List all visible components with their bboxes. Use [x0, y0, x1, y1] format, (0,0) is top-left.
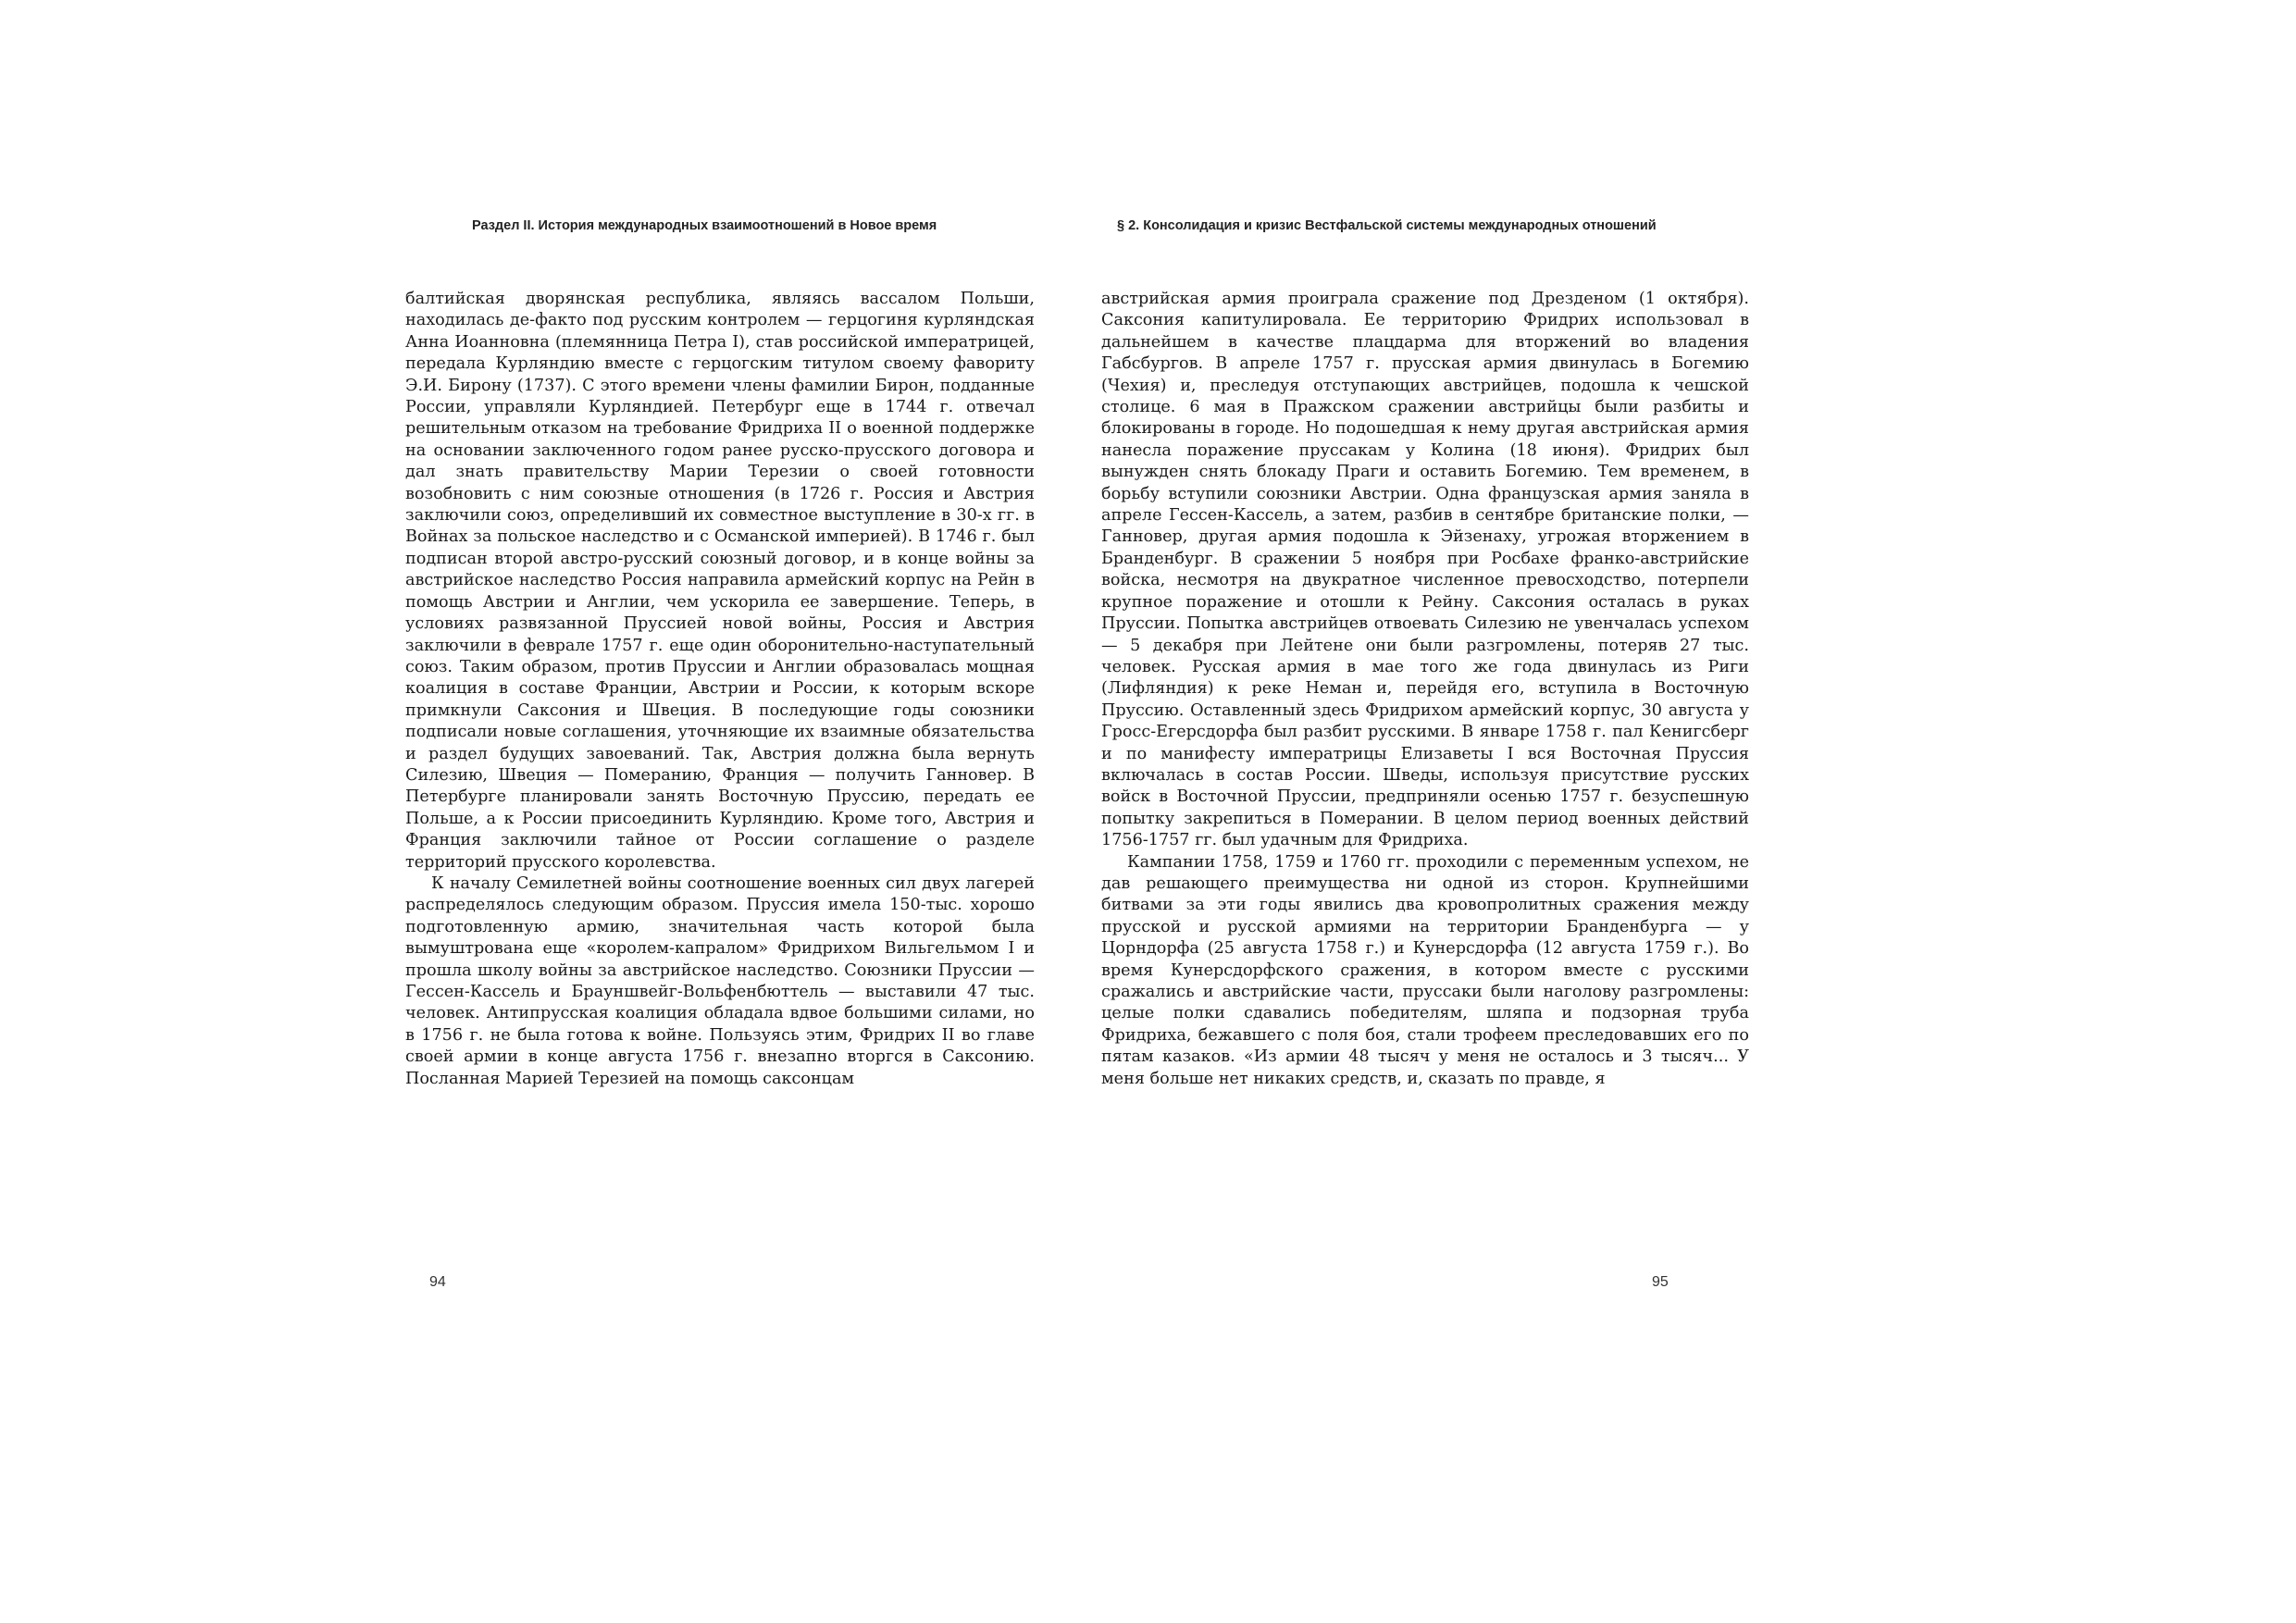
paragraph: балтийская дворянская республика, являясь вассалом Польши, находилась де-факто под русским контролем — герцогиня курляндская Анна Иоанновна (племянница Петра I), став российской императрицей, передала Курляндию вместе с герцогским титулом своему фавориту Э.И. Бирону (1737). С этого времени члены фамилии Бирон, подданные России, управляли Курляндией. Петербург еще в 1744 г. отвечал решительным отказом на требование Фридриха II о военной поддержке на основании заключенного годом ранее русско-прусского договора и дал знать правительству Марии Терезии о своей готовности возобновить с ним союзные отношения (в 1726 г. Россия и Австрия заключили союз, определивший их совместное выступление в 30-х гг. в Войнах за польское наследство и с Османской империей). В 1746 г. был подписан второй австро-русский союзный договор, и в конце войны за австрийское наследство Россия направила армейский корпус на Рейн в помощь Австрии и Англии, чем ускорила ее завершение. Теперь, в условиях развязанной Пруссией новой войны, Россия и Австрия заключили в феврале 1757 г. еще один оборонительно-наступательный союз. Таким образом, против Пруссии и Англии образовалась мощная коалиция в составе Франции, Австрии и России, к которым вскоре примкнули Саксония и Швеция. В последующие годы союзники подписали новые соглашения, уточняющие их взаимные обязательства и раздел будущих завоеваний. Так, Австрия должна была вернуть Силезию, Швеция — Померанию, Франция — получить Ганновер. В Петербурге планировали занять Восточную Пруссию, передать ее Польше, а к России присоединить Курляндию. Кроме того, Австрия и Франция заключили тайное от России соглашение о разделе территорий прусского королевства.	[405, 290, 1035, 872]
running-head-left: Раздел II. История международных взаимоотношений в Новое время	[472, 218, 937, 233]
right-page	[1101, 0, 1749, 1623]
body-text-left	[405, 289, 1035, 1090]
paragraph: австрийская армия проиграла сражение под Дрезденом (1 октября). Саксония капитулировала. Ее территорию Фридрих использовал в дальнейшем в качестве плацдарма для вторжений во владения Габсбургов. В апреле 1757 г. прусская армия двинулась в Богемию (Чехия) и, преследуя отступающих австрийцев, подошла к чешской столице. 6 мая в Пражском сражении австрийцы были разбиты и блокированы в городе. Но подошедшая к нему другая австрийская армия нанесла поражение пруссакам у Колина (18 июня). Фридрих был вынужден снять блокаду Праги и оставить Богемию. Тем временем, в борьбу вступили союзники Австрии. Одна французская армия заняла в апреле Гессен-Кассель, а затем, разбив в сентябре британские полки, — Ганновер, другая армия подошла к Эйзенаху, угрожая вторжением в Бранденбург. В сражении 5 ноября при Росбахе франко-австрийские войска, несмотря на двукратное численное превосходство, потерпели крупное поражение и отошли к Рейну. Саксония осталась в руках Пруссии. Попытка австрийцев отвоевать Силезию не увенчалась успехом — 5 декабря при Лейтене они были разгромлены, потеряв 27 тыс. человек. Русская армия в мае того же года двинулась из Риги (Лифляндия) к реке Неман и, перейдя его, вступила в Восточную Пруссию. Оставленный здесь Фридрихом армейский корпус, 30 августа у Гросс-Егерсдорфа был разбит русскими. В январе 1758 г. пал Кенигсберг и по манифесту императрицы Елизаветы I вся Восточная Пруссия включалась в состав России. Шведы, используя присутствие русских войск в Восточной Пруссии, предприняли осенью 1757 г. безуспешную попытку закрепиться в Померании. В целом период военных действий 1756-1757 гг. был удачным для Фридриха.	[1101, 290, 1749, 850]
left-page	[405, 0, 1035, 1623]
running-head-right: § 2. Консолидация и кризис Вестфальской системы международных отношений	[1117, 218, 1657, 233]
paragraph: Кампании 1758, 1759 и 1760 гг. проходили с переменным успехом, не дав решающего преимущества ни одной из сторон. Крупнейшими битвами за эти годы явились два кровопролитных сражения между прусской и русской армиями на территории Бранденбурга — у Цорндорфа (25 августа 1758 г.) и Кунерсдорфа (12 августа 1759 г.). Во время Кунерсдорфского сражения, в котором вместе с русскими сражались и австрийские части, пруссаки были наголову разгромлены: целые полки сдавались победителям, шляпа и подзорная труба Фридриха, бежавшего с поля боя, стали трофеем преследовавших его по пятам казаков. «Из армии 48 тысяч у меня не осталось и 3 тысяч... У меня больше нет никаких средств, и, сказать по правде, я	[1101, 852, 1749, 1088]
body-text-right	[1101, 289, 1749, 1090]
page-number-left: 94	[429, 1274, 446, 1290]
page-number-right: 95	[1652, 1274, 1669, 1290]
paragraph: К началу Семилетней войны соотношение военных сил двух лагерей распределялось следующим образом. Пруссия имела 150-тыс. хорошо подготовленную армию, значительная часть которой была вымуштрована еще «королем-капралом» Фридрихом Вильгельмом I и прошла школу войны за австрийское наследство. Союзники Пруссии — Гессен-Кассель и Брауншвейг-Вольфенбюттель — выставили 47 тыс. человек. Антипрусская коалиция обладала вдвое большими силами, но в 1756 г. не была готова к войне. Пользуясь этим, Фридрих II во главе своей армии в конце августа 1756 г. внезапно вторгся в Саксонию. Посланная Марией Терезией на помощь саксонцам	[405, 873, 1035, 1088]
